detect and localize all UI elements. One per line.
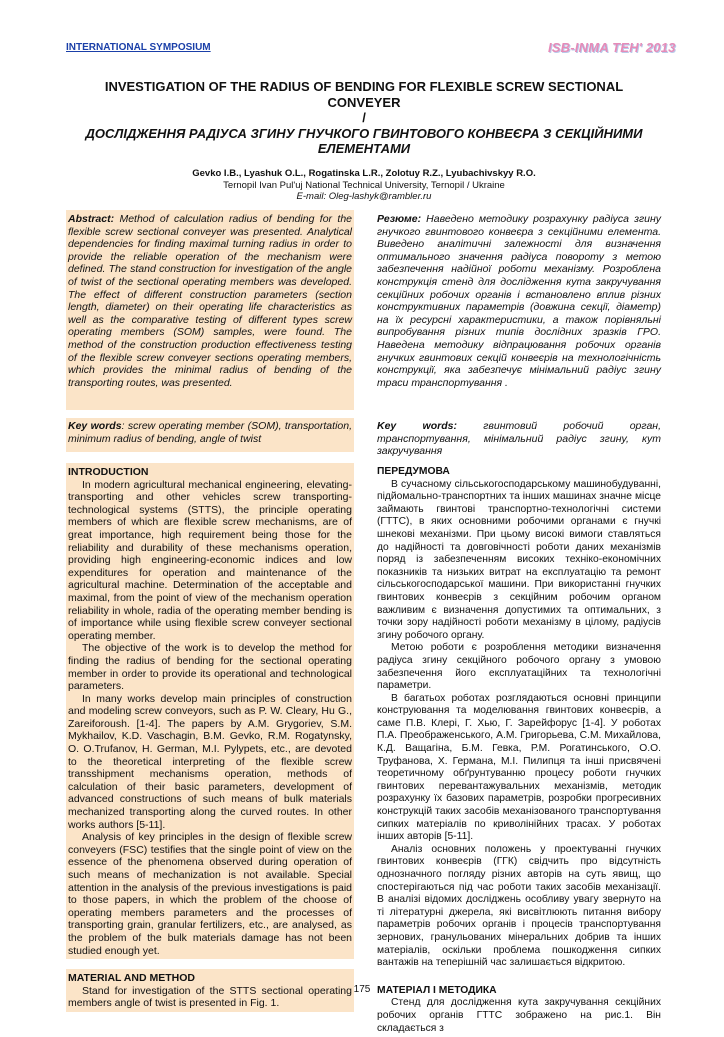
ukrainian-column	[375, 210, 663, 1037]
abstract-en	[66, 210, 354, 410]
affiliation: Ternopil Ivan Pul'uj National Technical University, Ternopil / Ukraine	[223, 179, 505, 191]
keywords-uk-text: гвинтовий робочий орган, транспортування, мінімальний радіус згину, кут закручування	[377, 420, 661, 458]
intro-uk-p2: Метою роботи є розроблення методики визначення радіуса згину секційного робочого органу з умовою забезпечення його експлуатаційних та технологічні параметри.	[377, 642, 661, 692]
english-column	[66, 210, 354, 1012]
intro-en-p1: In modern agricultural mechanical engineering, elevating-transporting and other vehicles screw transporting-technological systems (STTS), the principle operating members of which are flexible screw mechanisms, are of great importance, high requirement being those for the reliability and durability of these mechanisms operation, providing high engineering-economic indices and low expenditures for operation and maintenance of the agricultural machine. Determination of the acceptable and maximal, from the point of view of the mechanism operation reliability in whole, radia of the operating member bending is of importance while using flexible screw conveyer sectional operating member.	[68, 478, 352, 642]
keywords-uk	[375, 418, 663, 458]
method-en-p1: Stand for investigation of the STTS sectional operating members angle of twist is presented in Fig. 1.	[68, 984, 352, 1010]
title-en-line2: CONVEYER	[327, 94, 401, 110]
introduction-uk	[375, 463, 663, 972]
method-uk-heading: МАТЕРІАЛ І МЕТОДИКА	[377, 984, 497, 996]
symposium-header[interactable]: INTERNATIONAL SYMPOSIUM	[66, 42, 211, 53]
abstract-uk-text: Наведено методику розрахунку радіуса згину гнучкого гвинтового конвеєра з секційними елемента. Виведено аналітичні залежності для визначення оптимального значення радіуса повороту з метою забезпечення надійної роботи механізму. Розроблена конструкція стенд для дослідження кута закручування секційних робочих органів і встановлено вплив різних конструктивних параметрів (довжина секції, діаметр) на їх ресурсні характеристики, а також порівняльні випробування різних типів дослідних зразків ГРО. Наведена методику відпрацювання робочих органів гнучких гвинтових секцій конвеєрів на технологічність конструкції, яка забезпечує мінімальний радіус згину траси транспортування .	[377, 213, 661, 389]
authors-block	[66, 168, 662, 203]
intro-en-heading: INTRODUCTION	[68, 466, 149, 478]
intro-uk-p3: В багатьох роботах розглядаються основні принципи конструювання та моделювання гвинтових конвеєрів, а саме П.В. Клері, Г. Хью, Г. Зарейфорус [1-4]. У роботах П.А. Преображенського, А.М. Григорьева, С.М. Михайлова, К.Д. Ващагіна, Б.М. Гевка, Р.М. Рогатинського, О.О. Труфанова, Х. Германа, М.І. Пилипця та інші присвячені теоретичному обґрунтуванню процесу роботи гнучких гвинтових перевантажувальних механізмів, методик розрахунку їх базових параметрів, розробки прогресивних конструкцій таких засобів механізованого транспортування сипких матеріалів по криволінійних трасах. У роботах інших авторів [5-11].	[377, 692, 661, 843]
intro-uk-p4: Аналіз основних положень у проектуванні гнучких гвинтових конвеєрів (ГГК) свідчить про відсутність однозначного погляду різних авторів на суть явищ, що спостерігаються під час роботи таких засобів механізації. В аналізі відомих досліджень особливу увагу звернуто на ті літературні джерела, які висвітлюють питання вибору параметрів робочих органів і процесів транспортування зернових, гранульованих мінеральних добрив та інших матеріалів, оскільки проблема пошкодження сипких вантажів на теперішній час залишається відкритою.	[377, 843, 661, 969]
intro-uk-heading: ПЕРЕДУМОВА	[377, 466, 450, 477]
keywords-en-text: : screw operating member (SOM), transportation, minimum radius of bending, angle of twist	[68, 420, 352, 445]
method-uk-p1: Стенд для дослідження кута закручування секційних робочих органів ГТТС зображено на рис.1. Він складається з	[377, 997, 661, 1034]
intro-uk-p1: В сучасному сільськогосподарському машинобудуванні, підйомально-транспортних та інших машинах значне місце займають гвинтові транспортно-технологічні системи (ГТТС), в яких основними робочими органами є гнучкі шнекові механізми. При цьому високі вимоги ставляться до надійності та довговічності роботи даних механізмів поряд із забезпеченням високих техніко-економічних показників та низьких витрат на експлуатацію та ремонт сільськогосподарської машини. При використанні гнучких гвинтових конвеєрів з секційним робочим органом важливим є визначення допустимих та оптимальних, з точки зору надійності роботи механізму в цілому, радіусів згину робочого органу.	[377, 478, 661, 641]
author-names: Gevko I.B., Lyashuk O.L., Rogatinska L.R., Zolotuy R.Z., Lyubachivskyy R.O.	[192, 168, 536, 179]
title-uk-line1: ДОСЛІДЖЕННЯ РАДІУСА ЗГИНУ ГНУЧКОГО ГВИНТОВОГО КОНВЕЄРА З СЕКЦІЙНИМИ	[85, 125, 643, 141]
abstract-en-label: Abstract:	[68, 213, 115, 225]
keywords-uk-label: Key words:	[377, 420, 457, 432]
title-separator: /	[362, 110, 366, 125]
page-number: 175	[353, 984, 371, 995]
keywords-en-label: Key words	[68, 420, 122, 432]
title-uk-line2: ЕЛЕМЕНТАМИ	[317, 141, 411, 156]
abstract-uk	[375, 210, 663, 410]
author-email[interactable]: E-mail: Oleg-lashyk@rambler.ru	[296, 191, 432, 202]
abstract-uk-label: Резюме:	[377, 213, 422, 225]
introduction-en	[66, 463, 354, 959]
conference-logo: ISB-INMA TEH' 2013	[548, 40, 676, 55]
intro-en-p4: Analysis of key principles in the design of flexible screw conveyers (FSC) testifies that the single point of view on the essence of the phenomena observed during operation of such means of mechanization is not available. Special attention in the analysis of the previous investigations is paid to those papers, in which the problem of the choose of operating members parameters and the processes of transporting grain, granular fertilizers, etc., are analysed, as the problem of the bulk materials damage has not been studied enough yet.	[68, 831, 352, 957]
abstract-en-text: Method of calculation radius of bending for the flexible screw sectional conveyer was presented. Analytical dependencies for finding maximal turning radius in order to provide the reliable operation of the mechanism were defined. The stand construction for investigation of the angle of twist of the sectional operating members was developed. The effect of different construction parameters (section length, diameter) on their operating life characteristics as well as the comparative testing of different types screw operating members (SOM) samples, were found. The method of the construction production effectiveness testing of the flexible screw conveyer sections operating members, which provides the minimal radius of bending of the transporting routes, was presented.	[68, 213, 352, 389]
method-en-heading: MATERIAL AND METHOD	[68, 972, 195, 985]
title-en-line1: INVESTIGATION OF THE RADIUS OF BENDING FOR FLEXIBLE SCREW SECTIONAL	[104, 79, 624, 94]
intro-en-p2: The objective of the work is to develop the method for finding the radius of bending for the sectional operating member in order to provide its operational and technological parameters.	[68, 642, 352, 693]
paper-title	[66, 79, 662, 157]
intro-en-p3: In many works develop main principles of construction and modeling screw conveyors, such as P. W. Cleary, Hu G., Zareiforoush. [1-4]. The papers by A.M. Grygoriev, S.M. Mykhailov, K.D. Vaschagin, B.M. Gevko, R.M. Rogatynsky, O. O.Trufanov, H. German, M.I. Pylypets, etc., are devoted to the theoretical interpreting of the flexible screw transshipment mechanisms operation, methods of calculation of their basic parameters, development of advanced constructions of such means of bulk materials mechanized transporting along the curved routes. In other works authors [5-11].	[68, 692, 352, 831]
keywords-en	[66, 418, 354, 452]
